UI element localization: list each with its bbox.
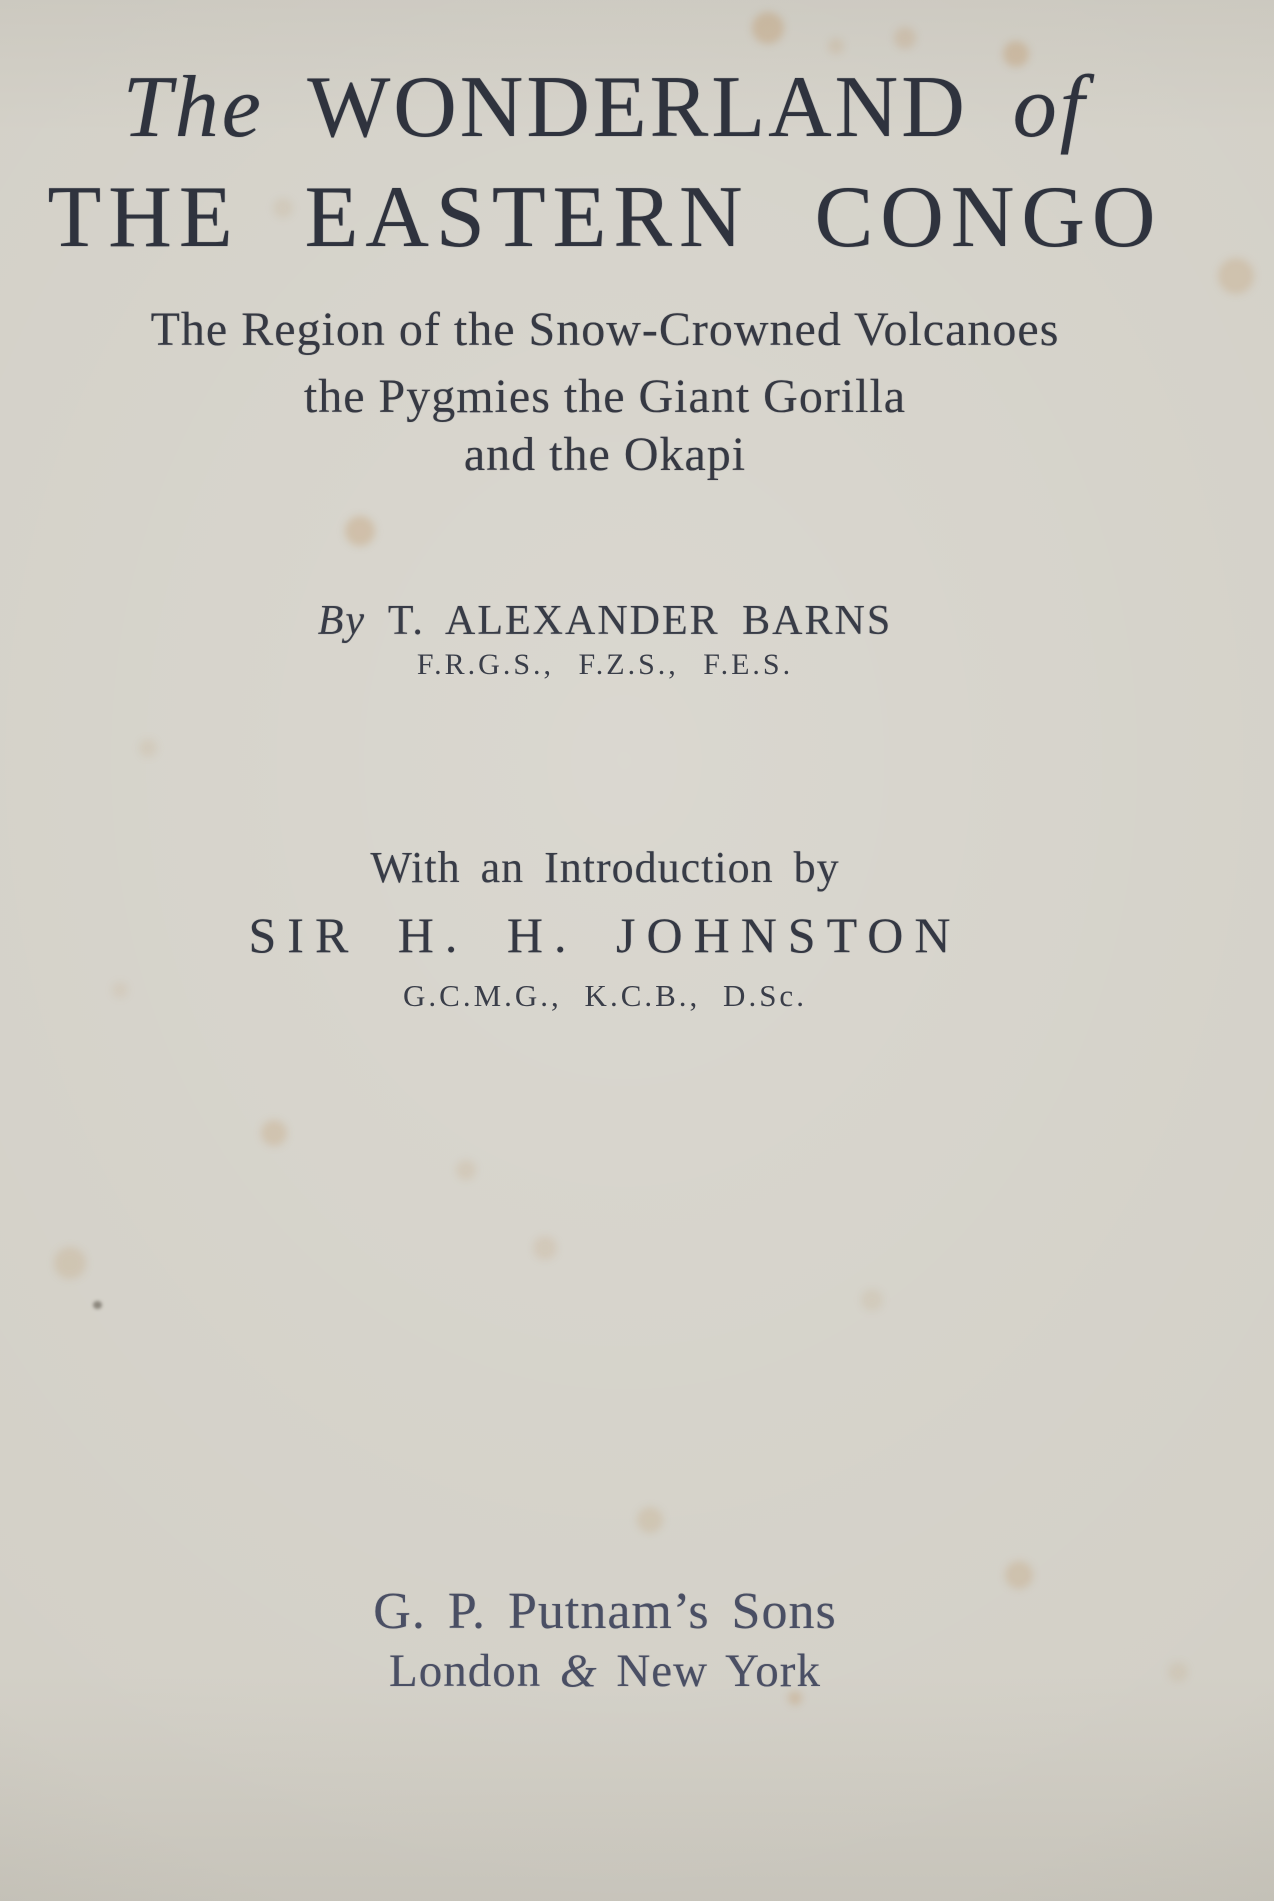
author-byline xyxy=(0,600,1242,642)
publisher-location xyxy=(0,1645,1242,1697)
subtitle-line-2: the Pygmies the Giant Gorilla xyxy=(303,370,907,423)
publisher-name: G. P. Putnam’s Sons xyxy=(373,1583,837,1640)
introduction-author-name: SIR H. H. JOHNSTON xyxy=(248,907,962,963)
subtitle-line-1: The Region of the Snow-Crowned Volcanoes xyxy=(150,303,1060,356)
title-line-2: THE EASTERN CONGO xyxy=(47,169,1163,266)
title-line1-tail-word: of xyxy=(1012,59,1088,156)
subtitle-line-3: and the Okapi xyxy=(463,428,747,481)
title-lead-word: The xyxy=(122,59,264,156)
title-line-1 xyxy=(0,59,1242,156)
byline-prefix: By xyxy=(317,598,367,644)
introduction-line: With an Introduction by xyxy=(370,843,840,892)
publisher-ampersand: & xyxy=(560,1645,598,1697)
author-credentials: F.R.G.S., F.Z.S., F.E.S. xyxy=(416,648,794,681)
introduction-author-credentials: G.C.M.G., K.C.B., D.Sc. xyxy=(403,978,807,1013)
author-name: T. ALEXANDER BARNS xyxy=(387,598,893,644)
title-line1-caps: WONDERLAND xyxy=(307,59,968,156)
publisher-location-city-2: New York xyxy=(616,1645,821,1697)
publisher-location-city-1: London xyxy=(389,1645,542,1697)
